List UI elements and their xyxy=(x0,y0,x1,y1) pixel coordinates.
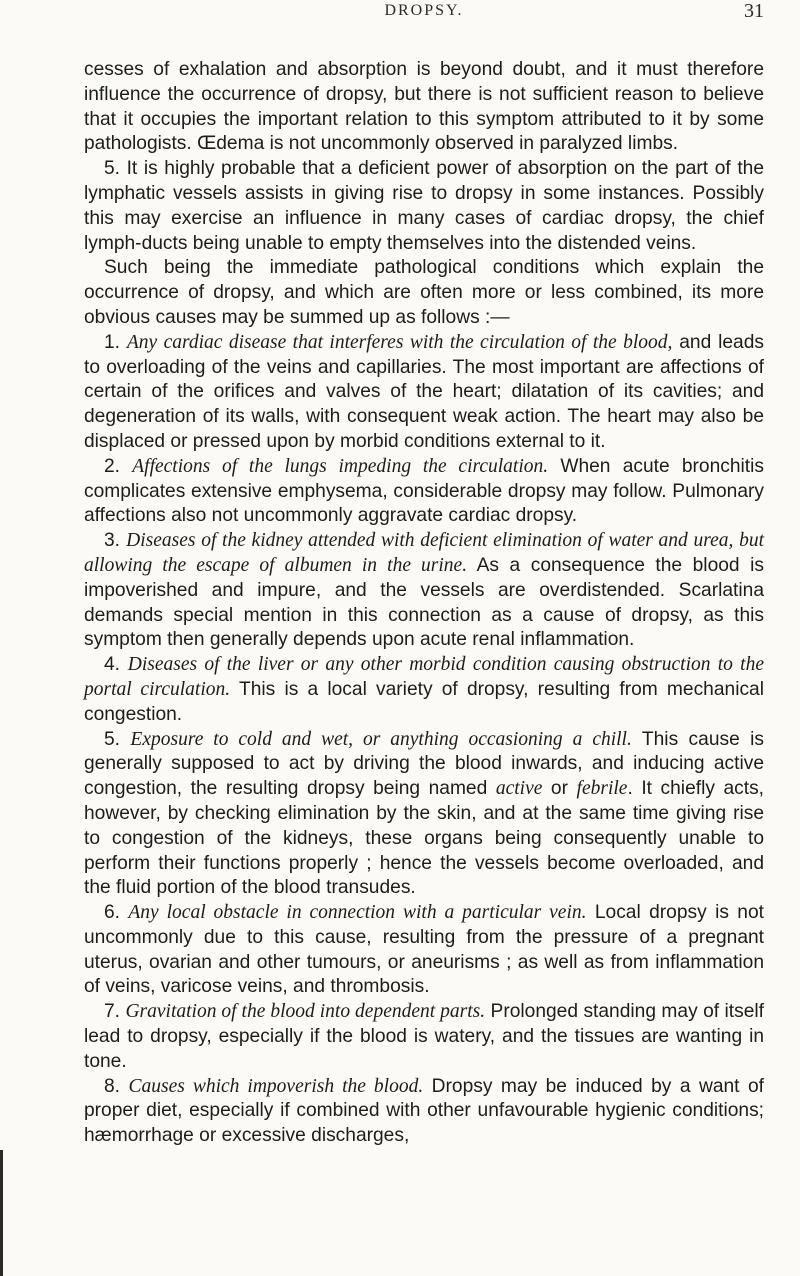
item-text: Local dropsy is not uncommonly due to this cause, resulting from the pressure of a pregnant uterus, ovarian and other tumours, or aneurisms ; as well as from inflammation of veins, varicose veins, and thrombosis. xyxy=(84,902,764,998)
item-text: When acute bronchitis complicates extensive emphysema, considerable dropsy may follow. Pulmonary affections also not uncommonly aggravate cardiac dropsy. xyxy=(84,455,764,527)
item-text: or xyxy=(542,778,577,800)
paragraph: Such being the immediate pathological conditions which explain the occurrence of dropsy, and which are often more or less combined, its more obvious causes may be summed up as follows :— xyxy=(84,257,764,328)
item-number: 5. xyxy=(104,728,121,750)
cause-item-8 xyxy=(84,1075,764,1149)
item-number: 6. xyxy=(104,902,121,924)
item-number: 7. xyxy=(104,1001,121,1023)
item-title: Affections of the lungs impeding the circulation. xyxy=(132,455,549,477)
page-number: 31 xyxy=(744,0,764,22)
paragraph: 5. It is highly probable that a deficient power of absorption on the part of the lymphatic vessels assists in giving rise to dropsy in some instances. Possibly this may exercise an influence in many cases of cardiac dropsy, the chief lymph-ducts being unable to empty themselves into the distended veins. xyxy=(84,158,764,254)
cause-item-4 xyxy=(84,653,764,727)
paragraph: cesses of exhalation and absorption is beyond doubt, and it must therefore influence the occurrence of dropsy, but there is not sufficient reason to believe that it occupies the important relation to this symptom attributed to it by some pathologists. Œdema is not uncommonly observed in paralyzed limbs. xyxy=(84,59,764,155)
running-head xyxy=(84,0,764,40)
item-text: As a consequence the blood is impoverished and impure, and the vessels are overdistended. Scarlatina demands special mention in this connection as a cause of dropsy, as this symptom then generally depends upon acute renal inflammation. xyxy=(84,554,764,651)
item-text: This cause is generally supposed to act by driving the blood inwards, and inducing active congestion, the resulting dropsy being named xyxy=(84,728,765,800)
item-number: 1. xyxy=(104,331,121,353)
item-title: Diseases of the kidney attended with deficient elimination of water and urea, but allowing the escape of albumen in the urine. xyxy=(84,530,764,576)
cause-item-3 xyxy=(84,529,764,653)
item-number: 4. xyxy=(104,654,121,676)
body-text xyxy=(84,58,764,1149)
cause-item-6 xyxy=(84,901,764,1000)
cause-item-1 xyxy=(84,331,764,455)
item-number: 3. xyxy=(104,530,121,552)
item-text: This is a local variety of dropsy, resulting from mechanical congestion. xyxy=(84,678,764,725)
italic-term: active xyxy=(495,778,543,800)
item-text: and leads to overloading of the veins and capillaries. The most important are affections of certain of the orifices and valves of the heart; dilatation of its cavities; and degeneration of its walls, with consequent weak action. The heart may also be displaced or pressed upon by morbid conditions external to it. xyxy=(84,331,764,452)
item-title: Any cardiac disease that interferes with the circulation of the blood, xyxy=(126,331,673,353)
item-title: Exposure to cold and wet, or anything occasioning a chill. xyxy=(130,728,632,750)
item-text: . It chiefly acts, however, by checking elimination by the skin, and at the same time giving rise to congestion of the kidneys, these organs being consequently unable to perform their functions properly ; hence the vessels become overloaded, and the fluid portion of the blood transudes. xyxy=(84,778,764,899)
item-title: Diseases of the liver or any other morbid condition causing obstruction to the portal circulation. xyxy=(84,654,764,700)
page-edge-shadow xyxy=(0,1150,3,1276)
cause-item-5 xyxy=(84,728,764,902)
item-title: Causes which impoverish the blood. xyxy=(128,1075,424,1097)
running-title: DROPSY. xyxy=(384,2,464,19)
item-text: Prolonged standing may of itself lead to dropsy, especially if the blood is watery, and the tissues are wanting in tone. xyxy=(84,1001,764,1072)
cause-item-7 xyxy=(84,1000,764,1074)
item-number: 2. xyxy=(104,455,121,477)
item-number: 8. xyxy=(104,1075,121,1097)
cause-item-2 xyxy=(84,455,764,529)
item-text: Dropsy may be induced by a want of proper diet, especially if combined with other unfavourable hygienic conditions; hæmorrhage or excessive discharges, xyxy=(84,1075,764,1147)
italic-term: febrile xyxy=(576,778,628,800)
item-title: Gravitation of the blood into dependent parts. xyxy=(125,1001,486,1023)
item-title: Any local obstacle in connection with a particular vein. xyxy=(128,902,587,924)
